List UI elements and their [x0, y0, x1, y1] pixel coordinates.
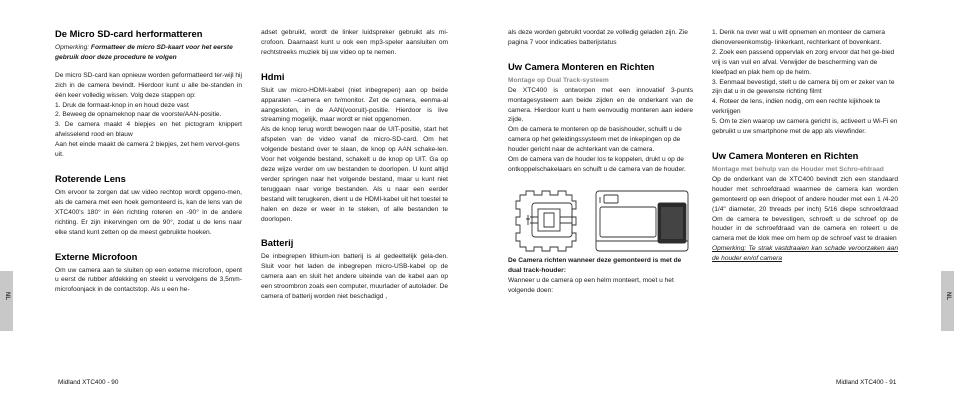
heading-mounting-2: Uw Camera Monteren en Richten [712, 149, 859, 161]
paragraph: Om ervoor te zorgen dat uw video rechtop wordt opgeno-men, als de camera met een hoek gemonteerd is, kan de lens van de XTC400's 180° in één richting roteren en -90° in de andere richting. Er zijn inkervingen om de 90°, zodat u de lens naar elke stand kunt zetten op de meest gebruikte hoeken. [55, 188, 242, 236]
column-2 [261, 28, 448, 302]
paragraph: De inbegrepen lithium-ion batterij is al gedeeltelijk gela-den. Sluit voor het laden de inbegrepen micro-USB-kabel op de camera aan en sluit het andere uiteinde van de kabel aan op een stroombron zoals een computer, muurlader of autolader. De camera of batterij worden niet beschadigd , [261, 253, 448, 301]
column-3 [508, 28, 693, 296]
paragraph: adset gebruikt, wordt de linker luidspreker gebruikt als mi-crofoon. Daarnaast kunt u ook een mp3-speler aansluiten om rechtstreeks muziek bij uw video op te nemen. [261, 29, 448, 56]
subheading-thread-mount: Montage met behulp van de Houder met Schro-efdraad [712, 165, 884, 173]
heading-battery: Batterij [261, 237, 294, 249]
paragraph: Als de knop terug wordt bewogen naar de UIT-positie, start het afspelen van de video vanaf de micro-SD-card. Om het volgende bestand over te slaan, de knop op AAN schake-len. Voor het volgende bestand, schakelt u de knop op UIT. Ga op deze wijze verder om uw bestanden te doorlopen. U kunt altijd verder springen naar het volgende bestand, maar u kunt niet teruggaan naar vorige bestanden. Als u naar een eerder bestand wilt terugkeren, dient u de HDMI-kabel uit het toestel te halen en deze er weer in te steken, of alle bestanden te doorlopen. [261, 126, 448, 223]
step: 2. Beweeg de opnameknop naar de voorste/AAN-positie. [55, 111, 222, 119]
language-tab-right [941, 271, 954, 331]
language-tab-label: NL [945, 292, 951, 300]
paragraph: Om de camera van de houder los te koppelen, drukt u op de ontkoppelschakelaars en schuift u de camera van de houder. [508, 156, 686, 173]
paragraph: De XTC400 is ontworpen met een innovatief 3-punts montagesysteem aan beide zijden en de onderkant van de camera. Hierdoor kunt u hem eenvoudig monteren aan iedere zijde. [508, 86, 693, 124]
step: 1. Denk na over wat u wilt opnemen en monteer de camera dienovereenkomstig- linkerkant, rechterkant of bovenkant. [712, 29, 885, 46]
column-4 [712, 28, 898, 264]
note-label: Opmerking: [55, 44, 91, 51]
language-tab-left [0, 271, 13, 331]
note: Opmerking: Te strak vastdraaien kan schade veroorzaken aan de houder en/of camera [712, 245, 898, 263]
mount-illustration-svg [508, 185, 693, 253]
language-tab-label: NL [4, 292, 10, 300]
heading-mounting: Uw Camera Monteren en Richten [508, 60, 655, 72]
step: 3. Eenmaal bevestigd, stelt u de camera bij om er zeker van te zijn dat u in de gewenste richting filmt [712, 78, 895, 96]
heading-hdmi: Hdmi [261, 70, 285, 82]
column-1 [55, 28, 242, 295]
paragraph: als deze worden gebruikt voordat ze volledig geladen zijn. Zie pagina 7 voor indicaties batterijstatus [508, 29, 688, 46]
paragraph: Om uw camera aan te sluiten op een externe microfoon, opent u eerst de rubber afdekking en steekt u vervolgens de 3,5mm-microfoonjack in de contactstop. Als u een he- [55, 266, 242, 294]
paragraph: De micro SD-card kan opnieuw worden geformatteerd ter-wijl hij zich in de camera bevindt. Hierdoor kunt u alle be-standen in één keer volledig wissen. Volg deze stappen op: [55, 71, 242, 99]
paragraph: Sluit uw micro-HDMI-kabel (niet inbegrepen) aan op beide apparaten –camera en tv/monitor. Zet de camera, eenma-al aangesloten, in de AAN(vooruit)-positie. Hierdoor is live streaming mogelijk, maar wordt er niet opgenomen. [261, 86, 448, 124]
step: 2. Zoek een passend oppervlak en zorg ervoor dat het ge-bied vrij is van vuil en afval. Verwijder de bescherming van de kleefpad en plak hem op de helm. [712, 48, 895, 76]
step: 4. Roteer de lens, indien nodig, om een rechte kijkhoek te verkrijgen [712, 98, 881, 116]
paragraph: Aan het einde maakt de camera 2 biepjes, zet hem vervol-gens uit. [55, 141, 240, 159]
paragraph: Op de onderkant van de XTC400 bevindt zich een standaard houder met schroefdraad waarmee de camera kan worden gemonteerd op een driepoot of andere houder met een 1 /4-20 (1/4" diameter, 20 threads per inch) 5/16 diepe schroefdraad Om de camera te bevestigen, schroeft u de schroef op de houder in de schroefdraad van de camera en roteert u de camera met de klok mee om hem op de schroef vast te draaien [712, 175, 898, 243]
note [55, 43, 242, 63]
heading-sd-format: De Micro SD-card herformatteren [55, 28, 203, 39]
page-number-right: Midland XTC400 - 91 [836, 379, 897, 386]
step: 1. Druk de formaat-knop in en houd deze vast [55, 101, 189, 109]
paragraph-bold: De Camera richten wanneer deze gemonteerd is met de dual track-houder: [508, 256, 682, 274]
page-number-left: Midland XTC400 - 90 [58, 379, 119, 386]
heading-rotating-lens: Roterende Lens [55, 172, 126, 184]
heading-external-mic: Externe Microfoon [55, 250, 138, 262]
paragraph: Om de camera te monteren op de basishouder, schuift u de camera op het geleidingssysteem met de inkepingen op de houder gericht naar de achterkant van de camera. [508, 126, 682, 154]
subheading-dual-track: Montage op Dual Track-systeem [508, 76, 609, 84]
paragraph: Wanneer u de camera op een helm monteert, moet u het volgende doen: [508, 276, 674, 294]
mount-illustration [508, 185, 693, 250]
note-text: Formatteer de micro SD-kaart voor het eerste gebruik door deze procedure te volgen [55, 44, 233, 61]
step: 5. Om te zien waarop uw camera gericht is, activeert u Wi-Fi en gebruikt u uw smartphone met de app als viewfinder. [712, 118, 898, 136]
step: 3. De camera maakt 4 biepjes en het pictogram knippert afwisselend rood en blauw [55, 121, 242, 139]
